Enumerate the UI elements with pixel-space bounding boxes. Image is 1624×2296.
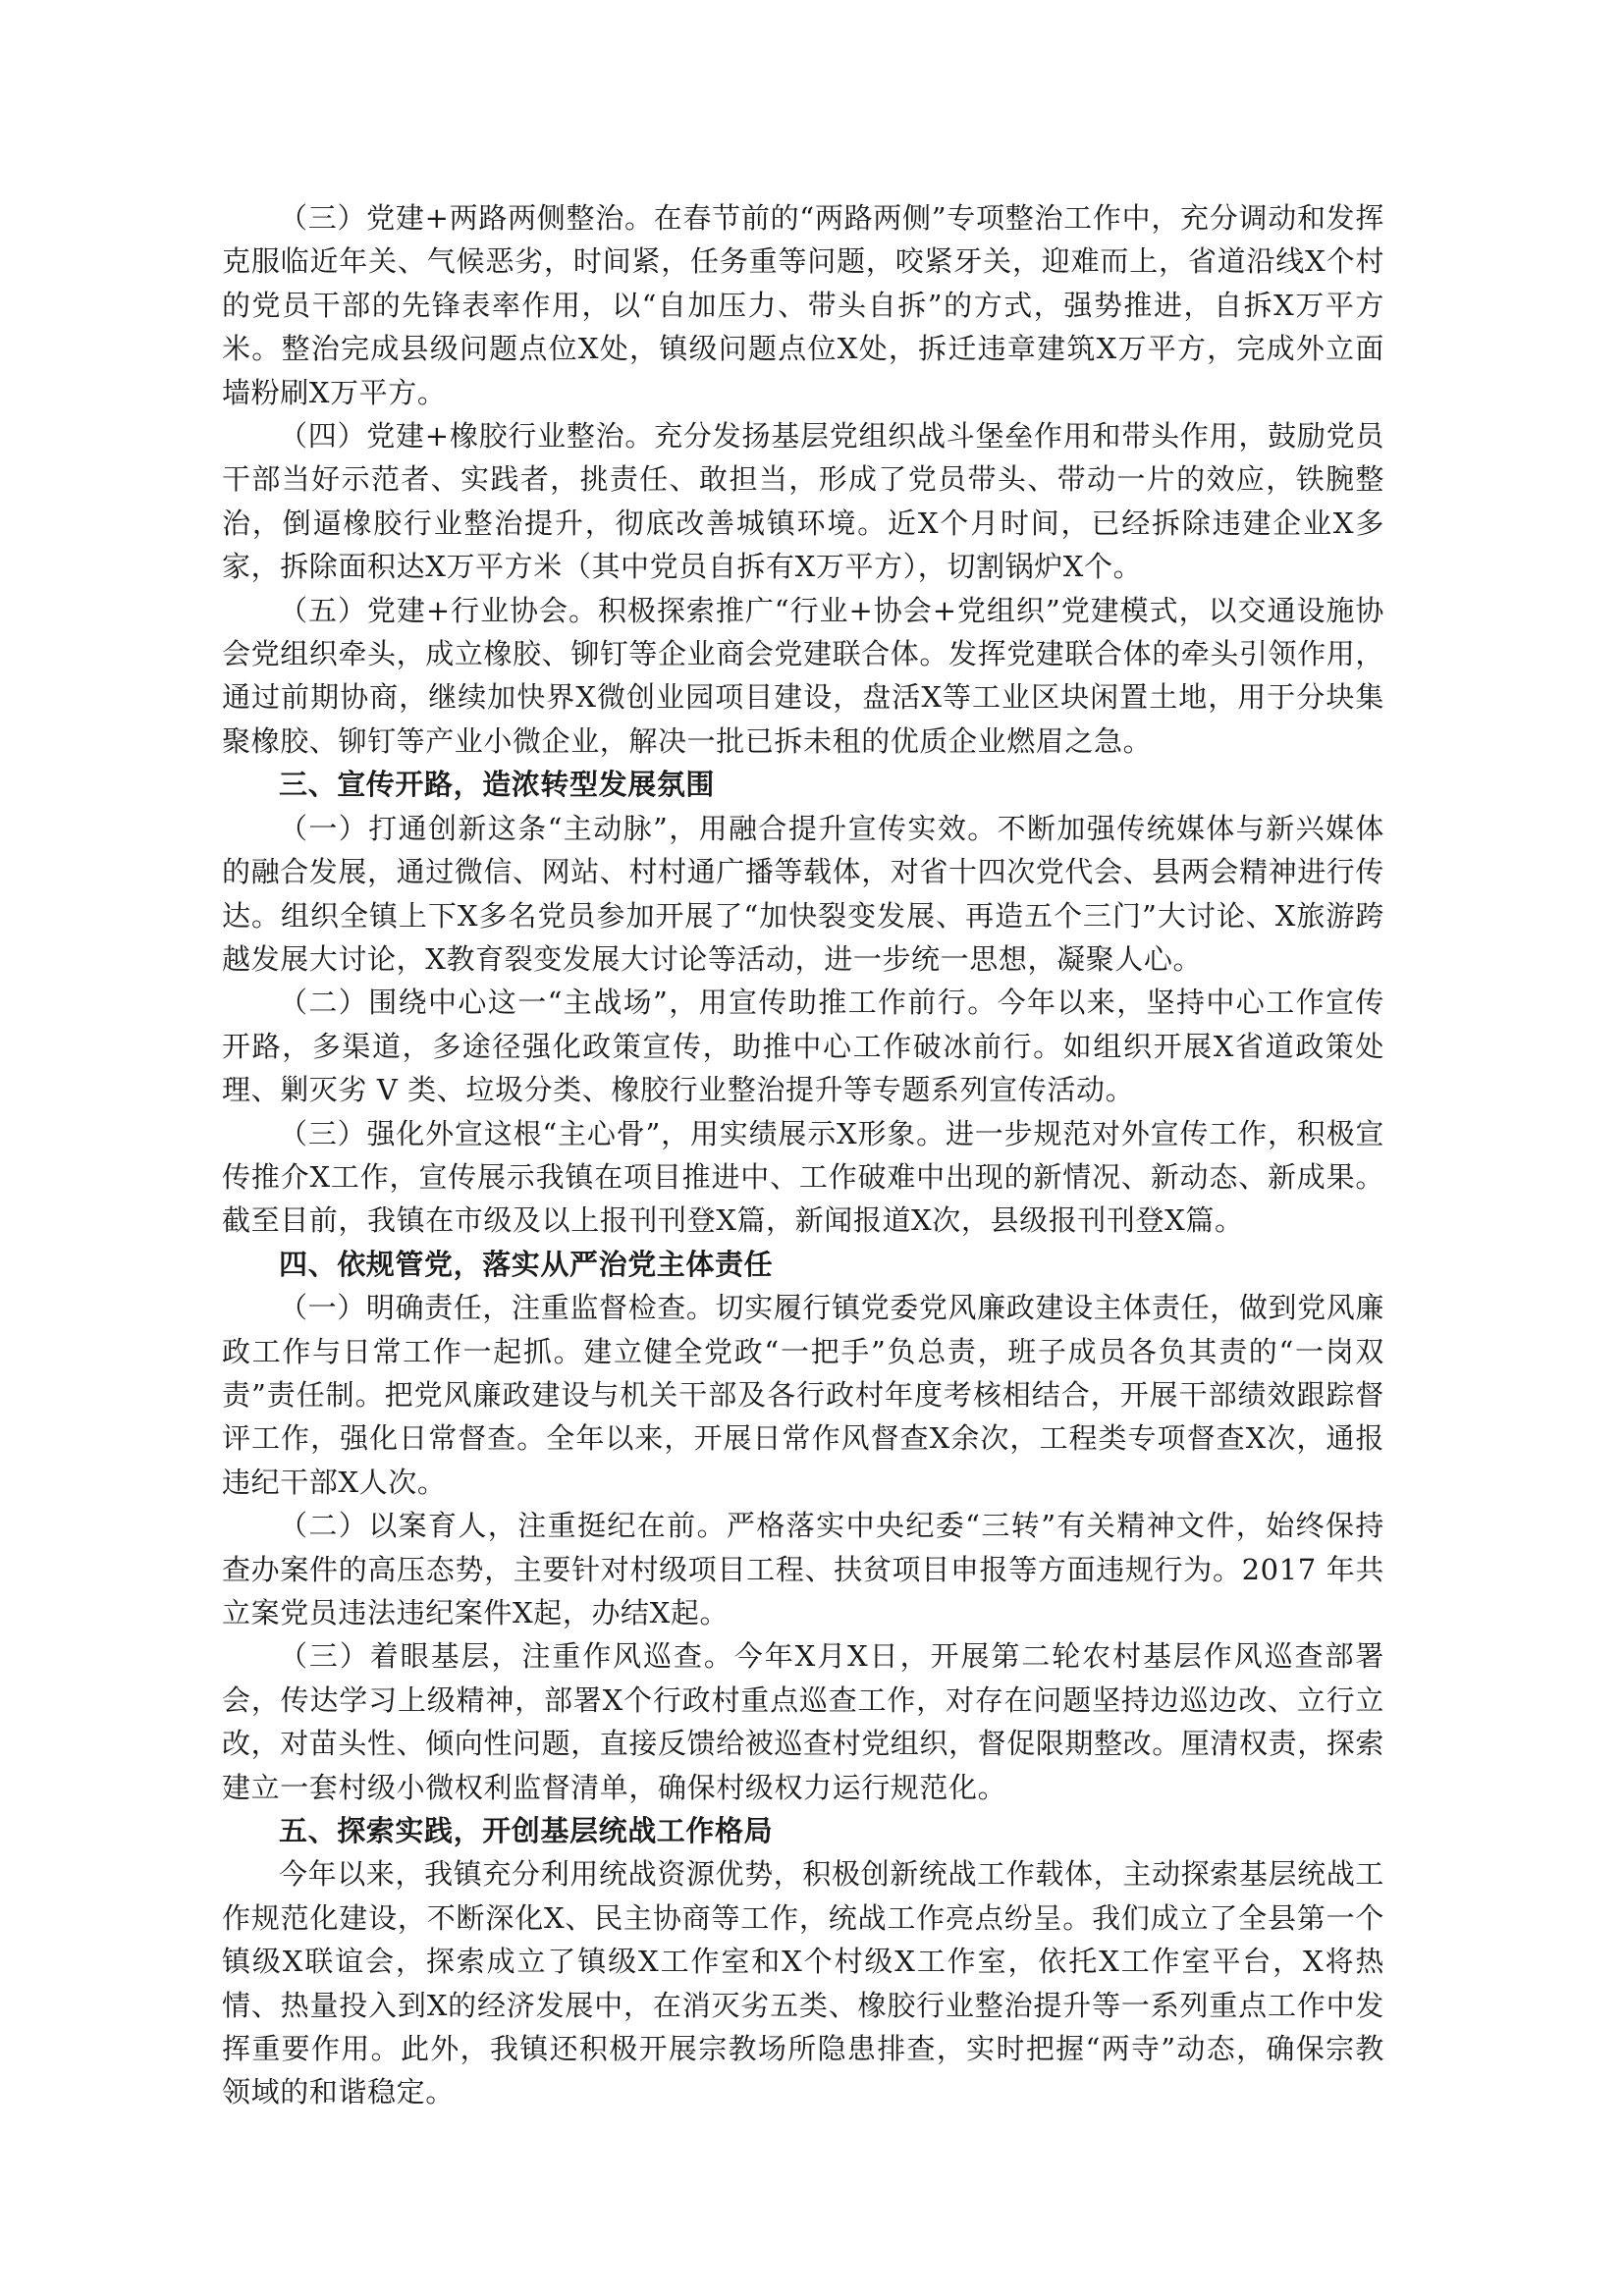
paragraph-party-building-road-renovation: （三）党建+两路两侧整治。在春节前的“两路两侧”专项整治工作中，充分调动和发挥克服临近年关、气候恶劣，时间紧，任务重等问题，咬紧牙关，迎难而上，省道沿线X个村的党员干部的先锋表率作用，以“自加压力、带头自拆”的方式，强势推进，自拆X万平方米。整治完成县级问题点位X处，镇级问题点位X处，拆迁违章建筑X万平方，完成外立面墙粉刷X万平方。 [222,201,1384,409]
section-heading-publicity: 三、宣传开路，造浓转型发展氛围 [279,768,716,802]
document-body [222,196,1384,2114]
paragraph-discipline-responsibility: （一）明确责任，注重监督检查。切实履行镇党委党风廉政建设主体责任，做到党风廉政工作与日常工作一起抓。建立健全党政“一把手”负总责，班子成员各负其责的“一岗双责”责任制。把党风廉政建设与机关干部及各行政村年度考核相结合，开展干部绩效跟踪督评工作，强化日常督查。全年以来，开展日常作风督查X余次，工程类专项督查X次，通报违纪干部X人次。 [222,1291,1384,1499]
paragraph-party-building-industry-association: （五）党建+行业协会。积极探索推广“行业+协会+党组织”党建模式，以交通设施协会党组织牵头，成立橡胶、铆钉等企业商会党建联合体。发挥党建联合体的牵头引领作用，通过前期协商，继续加快界X微创业园项目建设，盘活X等工业区块闲置土地，用于分块集聚橡胶、铆钉等产业小微企业，解决一批已拆未租的优质企业燃眉之急。 [222,593,1385,758]
paragraph-publicity-external: （三）强化外宣这根“主心骨”，用实绩展示X形象。进一步规范对外宣传工作，积极宣传推介X工作，宣传展示我镇在项目推进中、工作破难中出现的新情况、新动态、新成果。截至目前，我镇在市级及以上报刊刊登X篇，新闻报道X次，县级报刊刊登X篇。 [222,1116,1384,1238]
paragraph-publicity-media-fusion: （一）打通创新这条“主动脉”，用融合提升宣传实效。不断加强传统媒体与新兴媒体的融合发展，通过微信、网站、村村通广播等载体，对省十四次党代会、县两会精神进行传达。组织全镇上下X多名党员参加开展了“加快裂变发展、再造五个三门”大讨论、X旅游跨越发展大讨论，X教育裂变发展大讨论等活动，进一步统一思想，凝聚人心。 [222,811,1385,976]
section-heading-united-front: 五、探索实践，开创基层统战工作格局 [279,1814,774,1848]
paragraph-publicity-main-battlefield: （二）围绕中心这一“主战场”，用宣传助推工作前行。今年以来，坚持中心工作宣传开路，多渠道，多途径强化政策宣传，助推中心工作破冰前行。如组织开展X省道政策处理、剿灭劣 V 类、垃圾分类、橡胶行业整治提升等专题系列宣传活动。 [222,986,1385,1107]
paragraph-party-building-rubber-industry: （四）党建+橡胶行业整治。充分发扬基层党组织战斗堡垒作用和带头作用，鼓励党员干部当好示范者、实践者，挑责任、敢担当，形成了党员带头、带动一片的效应，铁腕整治，倒逼橡胶行业整治提升，彻底改善城镇环境。近X个月时间，已经拆除违建企业X多家，拆除面积达X万平方米（其中党员自拆有X万平方），切割锅炉X个。 [222,419,1384,584]
paragraph-united-front-work: 今年以来，我镇充分利用统战资源优势，积极创新统战工作载体，主动探索基层统战工作规范化建设，不断深化X、民主协商等工作，统战工作亮点纷呈。我们成立了全县第一个镇级X联谊会，探索成立了镇级X工作室和X个村级X工作室，依托X工作室平台，X将热情、热量投入到X的经济发展中，在消灭劣五类、橡胶行业整治提升等一系列重点工作中发挥重要作用。此外，我镇还积极开展宗教场所隐患排查，实时把握“两寺”动态，确保宗教领域的和谐稳定。 [222,1857,1384,2109]
paragraph-discipline-inspection: （三）着眼基层，注重作风巡查。今年X月X日，开展第二轮农村基层作风巡查部署会，传达学习上级精神，部署X个行政村重点巡查工作，对存在问题坚持边巡边改、立行立改，对苗头性、倾向性问题，直接反馈给被巡查村党组织，督促限期整改。厘清权责，探索建立一套村级小微权利监督清单，确保村级权力运行规范化。 [222,1639,1385,1804]
paragraph-discipline-case-education: （二）以案育人，注重挺纪在前。严格落实中央纪委“三转”有关精神文件，始终保持查办案件的高压态势，主要针对村级项目工程、扶贫项目申报等方面违规行为。2017 年共立案党员违法违纪案件X起，办结X起。 [222,1509,1384,1629]
section-heading-party-discipline: 四、依规管党，落实从严治党主体责任 [279,1247,774,1281]
